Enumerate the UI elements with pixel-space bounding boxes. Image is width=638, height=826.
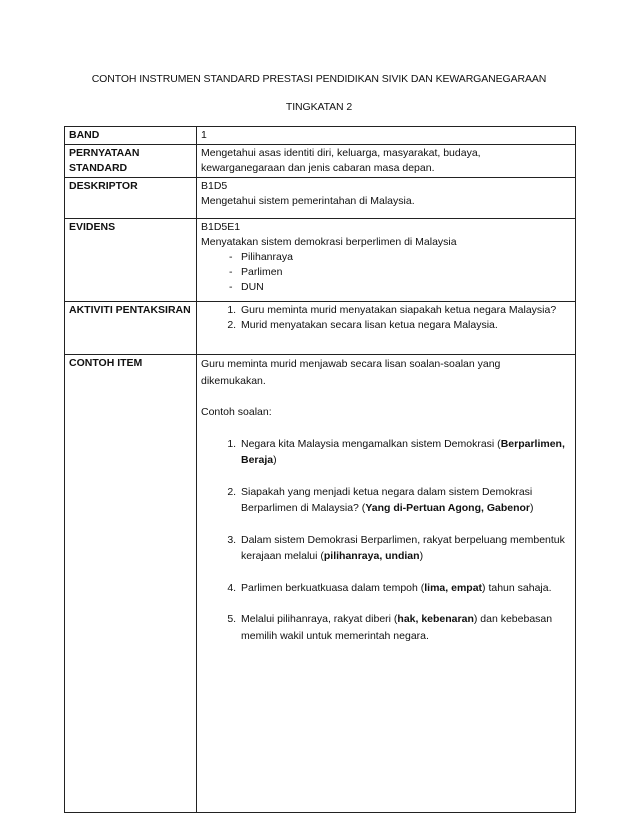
deskriptor-label: DESKRIPTOR — [65, 178, 197, 219]
evidens-label: EVIDENS — [65, 219, 197, 302]
evidens-code: B1D5E1 — [201, 221, 241, 233]
contoh-intro-line2: dikemukakan. — [201, 374, 266, 387]
pernyataan-label-line2: STANDARD — [69, 162, 128, 174]
row-band — [65, 127, 576, 145]
row-aktiviti-pentaksiran — [65, 302, 576, 355]
pernyataan-text-line2: kewarganegaraan dan jenis cabaran masa depan. — [201, 162, 435, 174]
row-contoh-item — [65, 355, 576, 813]
band-label: BAND — [65, 127, 197, 145]
row-pernyataan-standard — [65, 145, 576, 178]
list-item: - Parlimen — [229, 265, 571, 280]
document-subtitle: TINGKATAN 2 — [285, 101, 353, 113]
aktiviti-label: AKTIVITI PENTAKSIRAN — [65, 302, 197, 355]
answer-text: Yang di-Pertuan Agong, Gabenor — [365, 502, 531, 514]
answer-text: pilihanraya, undian — [323, 550, 420, 562]
list-item: 1. Guru meminta murid menyatakan siapakah ketua negara Malaysia? — [239, 303, 571, 318]
deskriptor-code: B1D5 — [201, 180, 228, 192]
row-evidens — [65, 219, 576, 302]
answer-text: lima, empat — [424, 581, 483, 594]
pernyataan-label-line1: PERNYATAAN — [69, 147, 140, 159]
list-item: 2. Siapakah yang menjadi ketua negara dalam sistem Demokrasi Berparlimen di Malaysia? (Yang di-Pertuan Agong, Gabenor) — [239, 484, 571, 517]
evidens-text: Menyatakan sistem demokrasi berperlimen di Malaysia — [201, 236, 457, 248]
evidens-bullet-list — [201, 250, 571, 295]
pernyataan-text-line1: Mengetahui asas identiti diri, keluarga, masyarakat, budaya, — [201, 147, 481, 159]
band-value: 1 — [197, 127, 576, 145]
row-deskriptor — [65, 178, 576, 219]
list-item: - Pilihanraya — [229, 250, 571, 265]
answer-text: hak, kebenaran — [397, 613, 474, 625]
contoh-soalan-label: Contoh soalan: — [201, 406, 272, 418]
list-item: 3. Dalam sistem Demokrasi Berparlimen, rakyat berpeluang membentuk kerajaan melalui (pilihanraya, undian) — [239, 532, 571, 565]
contoh-label: CONTOH ITEM — [65, 355, 197, 813]
contoh-question-list — [201, 436, 571, 645]
list-item: 1. Negara kita Malaysia mengamalkan sistem Demokrasi (Berparlimen, Beraja) — [239, 436, 571, 469]
list-item: 2. Murid menyatakan secara lisan ketua negara Malaysia. — [239, 318, 571, 333]
contoh-intro-line1: Guru meminta murid menjawab secara lisan soalan-soalan yang — [201, 358, 501, 370]
answer-text: Berparlimen, Beraja — [241, 437, 565, 466]
deskriptor-text: Mengetahui sistem pemerintahan di Malaysia. — [201, 195, 415, 207]
instrument-table — [64, 126, 576, 813]
list-item: - DUN — [229, 280, 571, 295]
document-title: CONTOH INSTRUMEN STANDARD PRESTASI PENDIDIKAN SIVIK DAN KEWARGANEGARAAN — [91, 73, 547, 85]
list-item: 4. Parlimen berkuatkuasa dalam tempoh (lima, empat) tahun sahaja. — [239, 580, 571, 597]
aktiviti-step-list — [201, 303, 571, 333]
list-item: 5. Melalui pilihanraya, rakyat diberi (hak, kebenaran) dan kebebasan memilih wakil untuk memerintah negara. — [239, 611, 571, 644]
